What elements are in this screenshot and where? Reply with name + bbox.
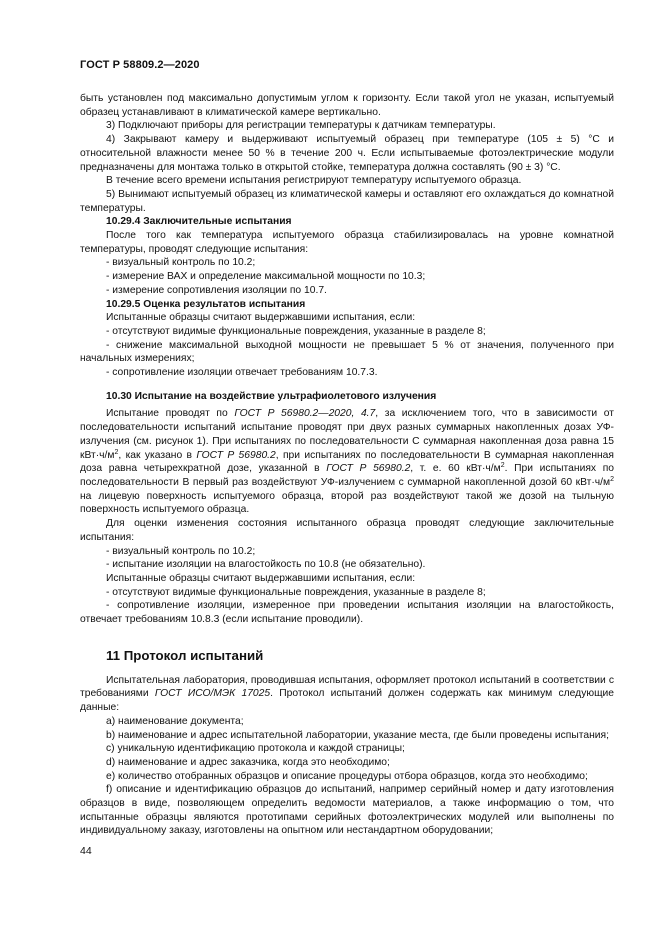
- protocol-paragraph: [80, 674, 614, 715]
- superscript: 2: [610, 475, 614, 483]
- list-item: a) наименование документа;: [106, 715, 244, 727]
- document-body: [80, 92, 614, 838]
- list-item: - испытание изоляции на влагостойкость по 10.8 (не обязательно).: [106, 559, 426, 571]
- list-item: c) уникальную идентификацию протокола и каждой страницы;: [106, 743, 405, 755]
- standard-reference: ГОСТ ИСО/МЭК 17025: [154, 688, 271, 700]
- text-run: на лицевую поверхность испытуемого образца, второй раз воздействуют такой же дозой на тыльную поверхность испытуемого образца.: [80, 490, 614, 516]
- paragraph: 5) Вынимают испытуемый образец из климатической камеры и оставляют его охлаждаться до комнатной температуры.: [80, 188, 614, 214]
- page-number: 44: [80, 845, 92, 857]
- list-item: - отсутствуют видимые функциональные повреждения, указанные в разделе 8;: [106, 325, 486, 337]
- list-item: f) описание и идентификацию образцов до испытаний, например серийный номер и дату изготовления образцов в виде, позволяющем определить ведомости материалов, а также информацию о том, что испытанные образцы являются прототипами серийных фотоэлектрических модулей или выполнены по индивидуальному заказу, изготовлены на опытном или нестандартном оборудовании;: [80, 784, 614, 837]
- list-item: b) наименование и адрес испытательной лаборатории, указание места, где были проведены испытания;: [106, 729, 609, 741]
- text-run: , как указано в: [118, 449, 197, 461]
- standard-reference: ГОСТ Р 56980.2: [196, 449, 276, 461]
- paragraph: Испытанные образцы считают выдержавшими испытания, если:: [106, 312, 416, 324]
- text-run: , при испытаниях по последовательности В суммарная накопленная доза равна четырехкратной дозе, указанной в: [80, 449, 614, 475]
- list-item: - сопротивление изоляции отвечает требованиям 10.7.3.: [106, 367, 378, 379]
- text-run: Испытательная лаборатория, проводившая испытания, оформляет протокол испытаний в соответствии с требованиями: [80, 674, 614, 700]
- paragraph: 4) Закрывают камеру и выдерживают испытуемый образец при температуре (105 ± 5) °C и относительной влажности менее 50 % в течение 200 ч. Если испытываемые фотоэлектрические модули предназначены для монтажа только в открытой стойке, температура должна составлять (90 ± 3) °C.: [80, 134, 614, 173]
- list-item: - визуальный контроль по 10.2;: [106, 257, 256, 269]
- section-heading-10-29-4: 10.29.4 Заключительные испытания: [106, 216, 292, 228]
- superscript: 2: [114, 448, 119, 456]
- text-run: . Протокол испытаний должен содержать как минимум следующие данные:: [80, 688, 615, 714]
- standard-reference: ГОСТ Р 56980.2—2020, 4.7: [234, 408, 376, 420]
- text-run: . При испытаниях по последовательности В первый раз воздействуют УФ-излучением с суммарной накопленной дозой 60 кВт·ч/м: [80, 463, 615, 488]
- standard-reference: ГОСТ Р 56980.2: [326, 463, 411, 475]
- list-item: d) наименование и адрес заказчика, когда это необходимо;: [106, 756, 390, 768]
- list-item: - измерение сопротивления изоляции по 10.7.: [106, 284, 327, 296]
- list-item: - визуальный контроль по 10.2;: [106, 545, 256, 557]
- paragraph: быть установлен под максимально допустимым углом к горизонту. Если такой угол не указан, испытуемый образец устанавливают в климатической камере вертикально.: [80, 93, 614, 118]
- paragraph: Для оценки изменения состояния испытанного образца проводят следующие заключительные испытания:: [80, 518, 614, 543]
- text-run: Испытание проводят по: [106, 408, 235, 420]
- uv-paragraph: [80, 407, 614, 517]
- paragraph: В течение всего времени испытания регистрируют температуру испытуемого образца.: [106, 175, 522, 187]
- list-item: - снижение максимальной выходной мощности не превышает 5 % от значения, полученного при начальных измерениях;: [80, 339, 614, 365]
- text-run: , т. е. 60 кВт·ч/м: [410, 463, 501, 475]
- document-header: ГОСТ Р 58809.2—2020: [80, 59, 200, 71]
- section-heading-10-29-5: 10.29.5 Оценка результатов испытания: [106, 298, 306, 310]
- list-item: e) количество отобранных образцов и описание процедуры отбора образцов, когда это необходимо;: [106, 770, 588, 782]
- superscript: 2: [500, 462, 505, 470]
- section-heading-10-30: 10.30 Испытание на воздействие ультрафиолетового излучения: [106, 390, 437, 402]
- text-run: , за исключением того, что в зависимости от последовательности испытаний испытание проводят при двух разных суммарных накопленных дозах УФ-излучения (см. рисунок 1). При испытаниях по последовательности С суммарная накопленная доза равна 15 кВт·ч/м: [80, 408, 614, 461]
- paragraph: После того как температура испытуемого образца стабилизировалась на уровне комнатной температуры, проводят следующие испытания:: [80, 230, 614, 255]
- list-item: - отсутствуют видимые функциональные повреждения, указанные в разделе 8;: [106, 586, 486, 598]
- list-item: - измерение ВАХ и определение максимальной мощности по 10.3;: [106, 271, 426, 283]
- section-heading-11: 11 Протокол испытаний: [106, 647, 264, 663]
- paragraph: Испытанные образцы считают выдержавшими испытания, если:: [106, 572, 416, 584]
- paragraph: 3) Подключают приборы для регистрации температуры к датчикам температуры.: [106, 120, 496, 132]
- list-item: - сопротивление изоляции, измеренное при проведении испытания изоляции на влагостойкость, отвечает требованиям 10.8.3 (если испытание проводили).: [80, 600, 614, 626]
